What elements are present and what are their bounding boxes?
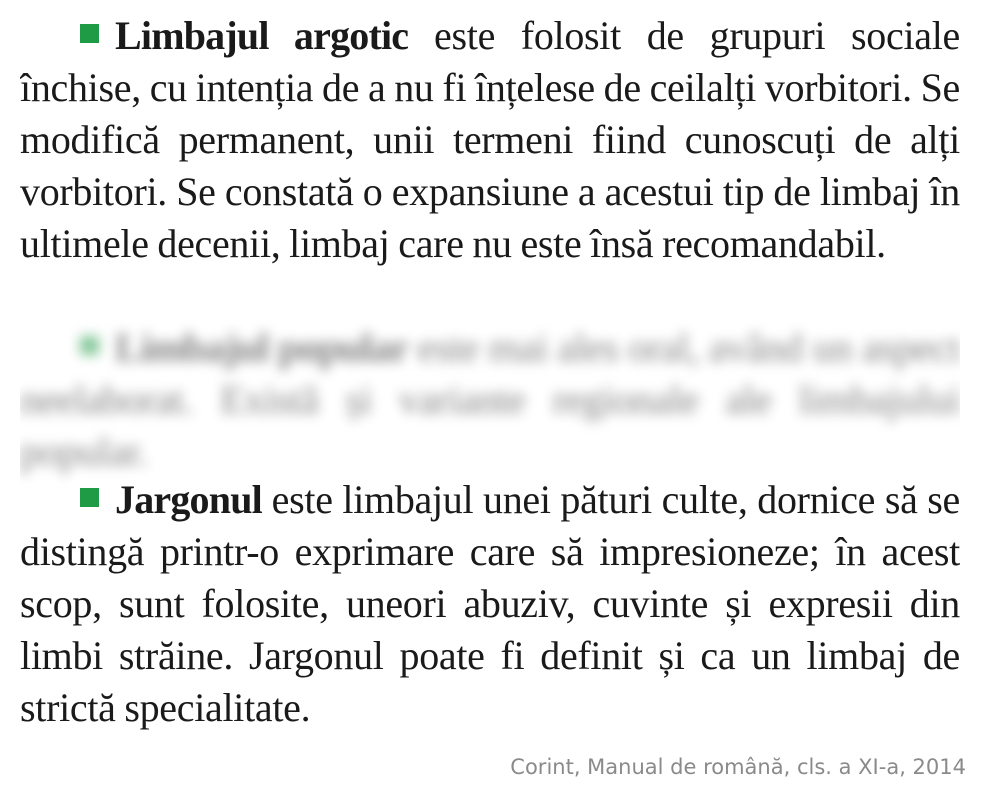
paragraph-jargon: [20, 474, 960, 734]
paragraph-argotic: [20, 10, 960, 270]
paragraph-argotic-text: este folosit de grupuri sociale închise, cu intenția de a nu fi înțelese de ceilalți vorbitori. Se modifică permanent, unii termeni fiind cunoscuți de alți vorbitori. Se constată o expansiune a acestui tip de limbaj în ultimele decenii, limbaj care nu este însă recomandabil.: [20, 13, 960, 266]
paragraph-jargon-text: este limbajul unei pături culte, dornice să se distingă printr-o exprimare care să impresioneze; în acest scop, sunt folosite, uneori abuziv, cuvinte și expresii din limbi străine. Jargonul poate fi definit și ca un limbaj de strictă specialitate.: [20, 477, 960, 730]
document-page: [20, 0, 960, 800]
source-credit: Corint, Manual de română, cls. a XI-a, 2014: [510, 755, 966, 779]
green-square-bullet-icon: [80, 336, 99, 355]
term-limbajul-argotic: Limbajul argotic: [115, 13, 409, 58]
green-square-bullet-icon: [80, 24, 99, 43]
paragraph-popular-blurred: [20, 322, 960, 478]
green-square-bullet-icon: [80, 488, 99, 507]
paragraph-popular-text: este mai ales oral, având un aspect neelaborat. Există și variante regionale ale limbajului popular.: [20, 325, 960, 474]
term-limbajul-popular: Limbajul popular: [115, 325, 408, 370]
term-jargonul: Jargonul: [115, 477, 262, 522]
